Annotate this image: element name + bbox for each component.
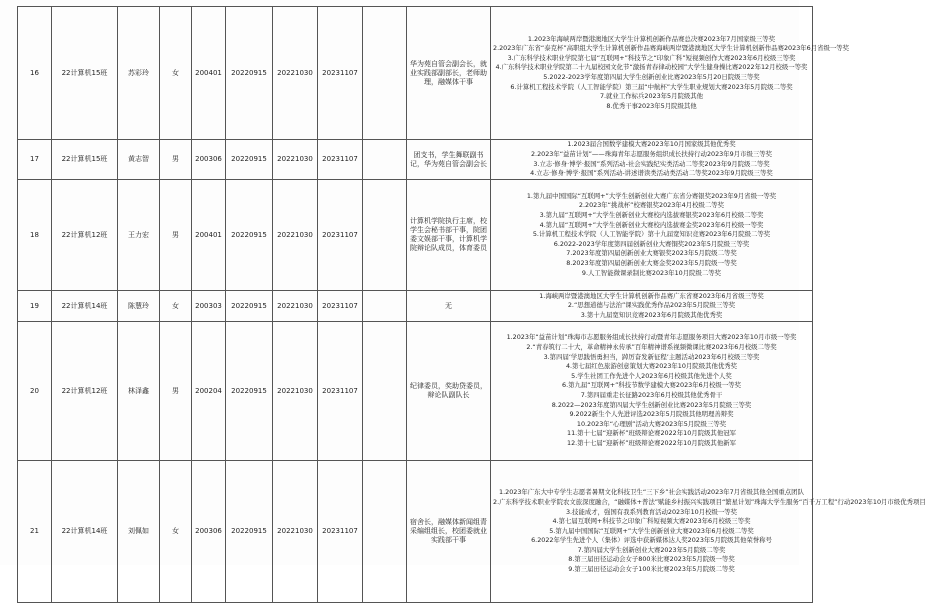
award-line: 2.2023年“益苗计划”——珠海青年志愿服务组织成长扶持行动2023年9月市级三等奖	[530, 149, 773, 158]
notes-cell	[363, 7, 407, 140]
league-join-date-cell: 20221030	[273, 140, 318, 180]
row-number-cell: 19	[18, 291, 52, 322]
award-line: 10.2023年“心理剧”活动大赛2023年5月院级三等奖	[576, 419, 727, 428]
award-line: 7.第四届重走长征路2023年6月校级其他优秀骨干	[580, 391, 723, 399]
enrollment-date-cell: 20220915	[226, 180, 273, 291]
gender-cell: 男	[160, 140, 192, 180]
application-date-cell: 20231107	[318, 180, 363, 291]
award-line: 7.第四届大学生创新创业大赛2023年5月院级二等奖	[577, 545, 726, 554]
award-line: 8.第三届田径运动会女子800米比赛2023年5月院级一等奖	[568, 555, 735, 564]
student-name-cell: 陈慧玲	[118, 291, 160, 322]
class-cell: 22计算机15班	[52, 7, 118, 140]
row-number-cell: 21	[18, 461, 52, 603]
awards-cell	[491, 140, 813, 180]
award-line: 7.2023年度第四届创新创业大赛银奖2023年5月院级二等奖	[566, 249, 737, 258]
awards-cell	[491, 291, 813, 322]
application-date-cell: 20231107	[318, 322, 363, 461]
award-line: 6.第九届“互联网+”科技节数学建模大赛2023年6月校级一等奖	[562, 381, 741, 390]
gender-cell: 女	[160, 461, 192, 603]
awards-cell	[491, 461, 926, 603]
application-date-cell: 20231107	[318, 140, 363, 180]
notes-cell	[363, 461, 407, 603]
notes-cell	[363, 322, 407, 461]
award-line: 6.2022年学生先进个人（集体）评选中获新媒体达人奖2023年5月院级其他荣誉称号	[531, 536, 772, 545]
table-row	[18, 322, 813, 461]
table-row	[18, 180, 813, 291]
award-line: 5.第九届中国国际“互联网+”大学生创新创业大赛2023年6月校级二等奖	[549, 526, 754, 535]
enrollment-date-cell: 20220915	[226, 322, 273, 461]
award-line: 3.第九届“互联网+”大学生创新创业大赛校内选拔赛银奖2023年6月校级二等奖	[539, 211, 764, 220]
row-number-cell: 17	[18, 140, 52, 180]
award-line: 1.海峡两岸暨港澳地区大学生计算机创新作品赛广东省赛2023年6月省级三等奖	[539, 291, 764, 300]
row-number-cell: 16	[18, 7, 52, 140]
student-name-cell: 黄志智	[118, 140, 160, 180]
award-line: 8.2023年度第四届创新创业大赛金奖2023年5月院级一等奖	[566, 258, 737, 267]
class-cell: 22计算机15班	[52, 140, 118, 180]
award-line: 11.第十七届“迎新杯”班级辩论赛2022年10月院级其他冠军	[567, 429, 736, 438]
award-line: 3.广东科学技术职业学院第七届“互联网+”科技节之“印象广科”短视频创作大赛2023年6月校级三等奖	[507, 53, 796, 62]
award-line: 3.技能成才，强国有我系列教育活动2023年10月校级一等奖	[565, 507, 738, 516]
award-line: 2.“青春筑行二十大，革命精神永传承”百年精神谱系视频微课比赛2023年6月校级二等奖	[526, 343, 777, 352]
award-line: 4.第七届互联网+科技节之印象广科短视频大赛2023年6月校级三等奖	[552, 517, 751, 526]
enrollment-date-cell: 20220915	[226, 461, 273, 603]
table-row	[18, 140, 813, 180]
award-line: 1.2023年“益苗计划”珠海市志愿服务组成长扶持行动暨青年志愿服务项目大赛2023年10月市级一等奖	[506, 333, 797, 342]
awards-cell	[491, 180, 813, 291]
awards-cell	[491, 322, 813, 461]
notes-cell	[363, 140, 407, 180]
award-line: 2.广东科学技术职业学院农文旅深度融合，“融媒体+普法”赋能乡村振兴实践项目“繁星计划”珠海大学生服务“百千万工程”行动2023年10月市级优秀项目	[493, 497, 926, 506]
gender-cell: 女	[160, 291, 192, 322]
league-join-date-cell: 20221030	[273, 180, 318, 291]
table-row	[18, 7, 813, 140]
birth-date-cell: 200204	[192, 322, 226, 461]
enrollment-date-cell: 20220915	[226, 140, 273, 180]
birth-date-cell: 200401	[192, 7, 226, 140]
duty-cell: 华为苑自管会副会长，就业实践部副部长，老师助理，融媒体干事	[407, 7, 491, 140]
award-line: 1.2023年广东大中专学生志愿者暑期文化科技卫生“三下乡”社会实践活动2023年7月省级其他全国重点团队	[499, 488, 804, 497]
birth-date-cell: 200303	[192, 291, 226, 322]
award-line: 1.第九届中国国际“互联网+”大学生创新创业大赛广东省分赛银奖2023年9月省级一等奖	[526, 191, 777, 200]
league-join-date-cell: 20221030	[273, 461, 318, 603]
award-line: 7.就业工作标兵2023年5月院级其他	[599, 92, 704, 101]
birth-date-cell: 200401	[192, 180, 226, 291]
award-line: 4.广东科学技术职业学院第二十九届校园文化节“激扬青春律动校园”大学生健身操比赛2022年12月校级一等奖	[495, 63, 808, 72]
award-line: 12.第十七届“迎新杯”班级辩论赛2022年10月院级其他新军	[567, 438, 736, 447]
league-join-date-cell: 20221030	[273, 7, 318, 140]
award-line: 4.立志·修身·博学·报国”系列活动-讲述谱读类活动类活动二等奖2023年9月院级三等奖	[530, 169, 773, 178]
award-line: 5.学生社团工作先进个人2023年6月校级其他先进个人奖	[571, 371, 732, 380]
award-line: 5.2022-2023学年度第四届大学生创新创业比赛2023年5月20日院级三等奖	[543, 73, 760, 81]
notes-cell	[363, 180, 407, 291]
class-cell: 22计算机14班	[52, 291, 118, 322]
gender-cell: 男	[160, 180, 192, 291]
award-line: 8.优秀干事2023年5月院级其他	[606, 101, 697, 110]
birth-date-cell: 200306	[192, 461, 226, 603]
applicant-table	[17, 6, 926, 603]
award-line: 2.2023年“挑战杯”校赛银奖2023年4月校级二等奖	[578, 201, 725, 210]
award-line: 9.2022新生个人先进评选2023年5月院级其他明理善辩奖	[569, 410, 734, 419]
award-line: 9.人工智能微课录制比赛2023年10月院级二等奖	[581, 268, 722, 277]
class-cell: 22计算机14班	[52, 461, 118, 603]
table-row	[18, 461, 813, 603]
table-row	[18, 291, 813, 322]
table-body	[18, 7, 926, 603]
award-line: 4.第七届红色旅游创意策划大赛2023年10月院级其他优秀奖	[565, 362, 738, 371]
gender-cell: 女	[160, 7, 192, 140]
award-line: 2.2023年广东省“泰克杯”高职组大学生计算机创新作品赛海峡两岸暨港澳地区大学生计算机创新作品赛2023年6月省级一等奖	[493, 44, 850, 53]
student-name-cell: 刘佩如	[118, 461, 160, 603]
birth-date-cell: 200306	[192, 140, 226, 180]
gender-cell: 男	[160, 322, 192, 461]
duty-cell: 宿舍长，融媒体新闻组青采编组组长，校团委就业实践部干事	[407, 461, 491, 603]
student-name-cell: 林泽鑫	[118, 322, 160, 461]
award-line: 1.2023届合国数学建模大赛2023年10月国家级其他优秀奖	[567, 140, 736, 149]
student-name-cell: 苏彩玲	[118, 7, 160, 140]
award-line: 1.2023年海峡两岸暨港澳地区大学生计算机创新作品赛总决赛2023年7月国家级三等奖	[527, 34, 776, 43]
award-line: 4.第九届“互联网+”大学生创新创业大赛校内选拔赛金奖2023年6月校级一等奖	[539, 220, 764, 229]
application-date-cell: 20231107	[318, 7, 363, 140]
class-cell: 22计算机12班	[52, 180, 118, 291]
duty-cell: 计算机学院执行主席，校学生会秘书部干事，院团委文娱部干事，计算机学院辩论队成员，体育委员	[407, 180, 491, 291]
enrollment-date-cell: 20220915	[226, 7, 273, 140]
row-number-cell: 18	[18, 180, 52, 291]
league-join-date-cell: 20221030	[273, 322, 318, 461]
award-line: 6.计算机工程技术学院（人工智能学院）第三届“中航杯”大学生职业规划大赛2023年5月院级二等奖	[510, 82, 793, 91]
award-line: 8.2022—2023年度第四届大学生创新创业比赛2023年5月院级三等奖	[551, 400, 752, 409]
student-name-cell: 王力宏	[118, 180, 160, 291]
league-join-date-cell: 20221030	[273, 291, 318, 322]
application-date-cell: 20231107	[318, 461, 363, 603]
duty-cell: 无	[407, 291, 491, 322]
awards-cell	[491, 7, 850, 140]
award-line: 5.计算机工程技术学院（人工智能学院）第十九届宽知识竞赛2023年6月院级二等奖	[532, 230, 771, 239]
award-line: 3.第四届‘学思践悟勇担当，踔厉奋发新征程’主题活动2023年6月校级三等奖	[543, 352, 760, 361]
award-line: 3.立志·修身·博学·报国”系列活动-社会实践纪实类活动二等奖2023年9月院级二等奖	[533, 159, 770, 168]
notes-cell	[363, 291, 407, 322]
duty-cell: 纪律委员，奖助贷委员，辩论队副队长	[407, 322, 491, 461]
application-date-cell: 20231107	[318, 291, 363, 322]
enrollment-date-cell: 20220915	[226, 291, 273, 322]
class-cell: 22计算机12班	[52, 322, 118, 461]
award-line: 3.第十九届宽知识竞赛2023年6月院级其他优秀奖	[580, 310, 723, 319]
duty-cell: 团支书，学生舞联副书记，华为苑自管会副会长	[407, 140, 491, 180]
row-number-cell: 20	[18, 322, 52, 461]
award-line: 6.2022-2023学年度第四届创新创业大赛铜奖2023年5月院级三等奖	[553, 239, 750, 248]
award-line: 2.“思想道德与法治”课实践优秀作品2023年5月院级三等奖	[567, 301, 736, 310]
award-line: 9.第三届田径运动会女子100米比赛2023年5月院级二等奖	[568, 565, 735, 574]
